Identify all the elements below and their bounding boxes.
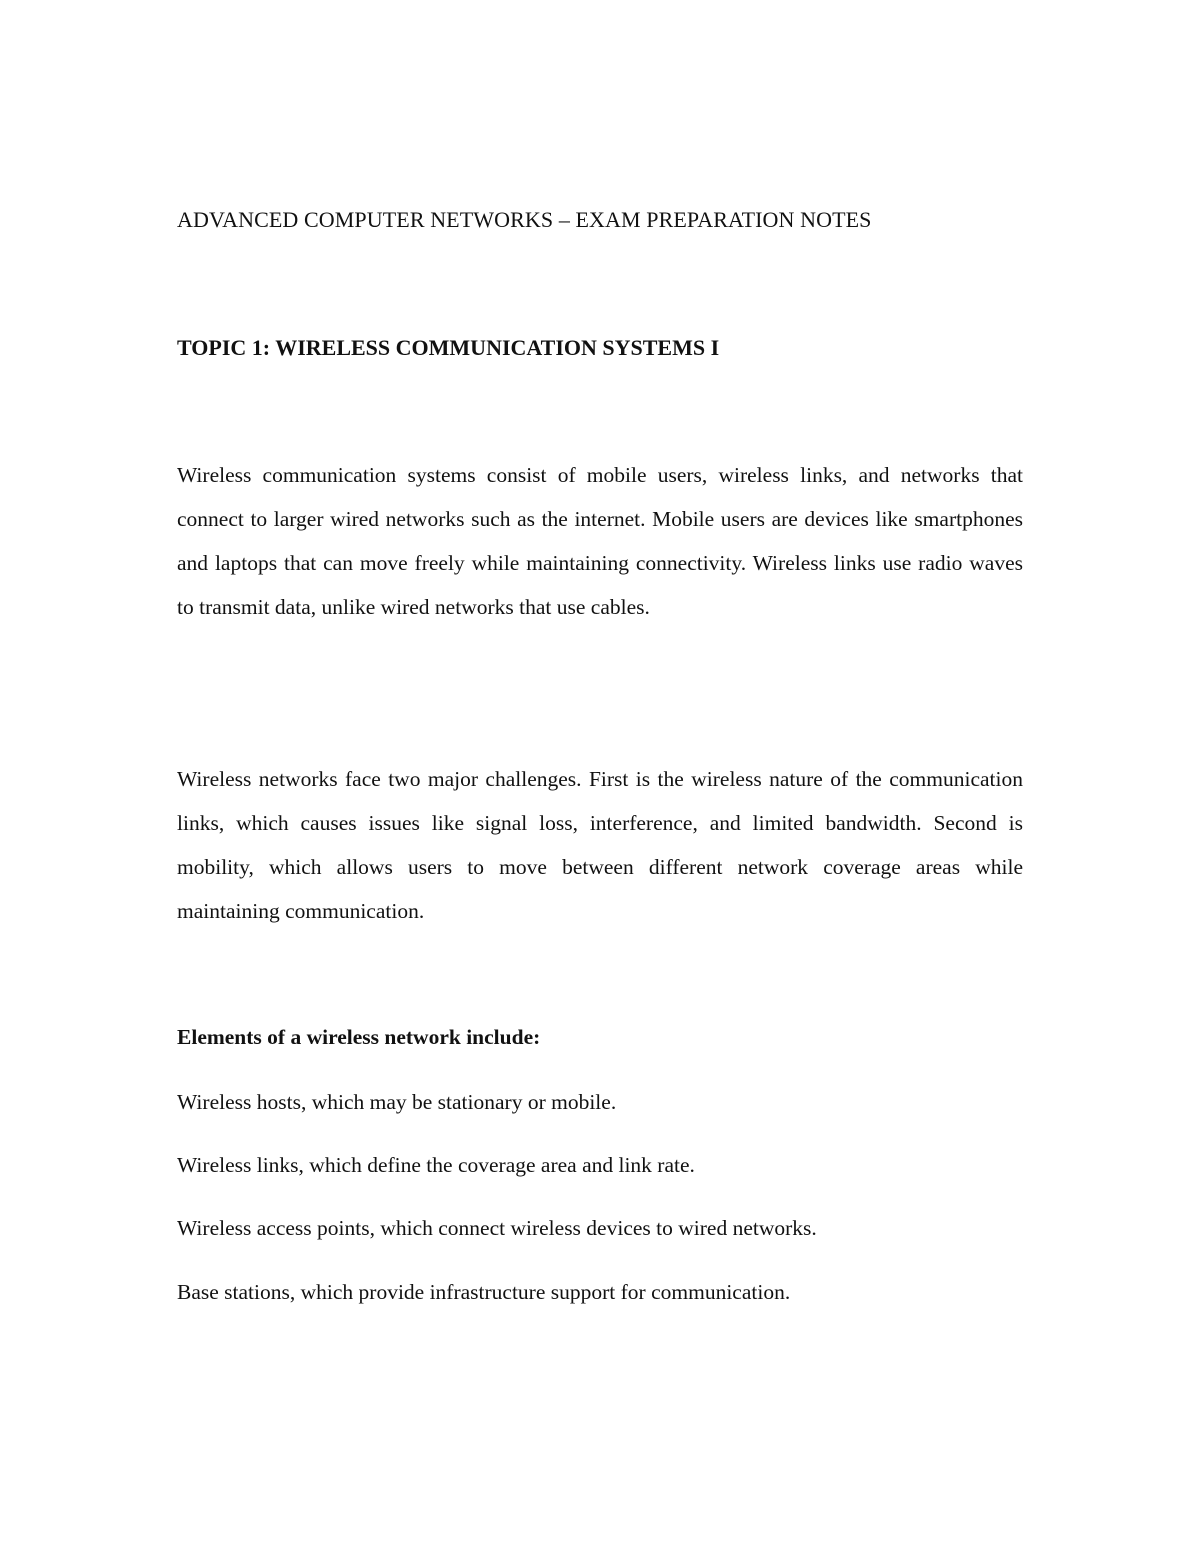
list-item: Wireless hosts, which may be stationary or mobile.: [177, 1090, 617, 1114]
paragraph-challenges: Wireless networks face two major challenges. First is the wireless nature of the communication links, which causes issues like signal loss, interference, and limited bandwidth. Second is mobility, which allows users to move between different network coverage areas while maintaining communication.: [177, 767, 1023, 923]
paragraph-intro: Wireless communication systems consist of mobile users, wireless links, and networks that connect to larger wired networks such as the internet. Mobile users are devices like smartphones and laptops that can move freely while maintaining connectivity. Wireless links use radio waves to transmit data, unlike wired networks that use cables.: [177, 463, 1023, 619]
list-item: Wireless access points, which connect wireless devices to wired networks.: [177, 1216, 817, 1240]
topic-heading: TOPIC 1: WIRELESS COMMUNICATION SYSTEMS I: [177, 335, 720, 360]
document-title: ADVANCED COMPUTER NETWORKS – EXAM PREPARATION NOTES: [177, 207, 872, 232]
elements-heading: Elements of a wireless network include:: [177, 1025, 541, 1049]
list-item: Base stations, which provide infrastructure support for communication.: [177, 1280, 791, 1304]
list-item: Wireless links, which define the coverage area and link rate.: [177, 1153, 695, 1177]
